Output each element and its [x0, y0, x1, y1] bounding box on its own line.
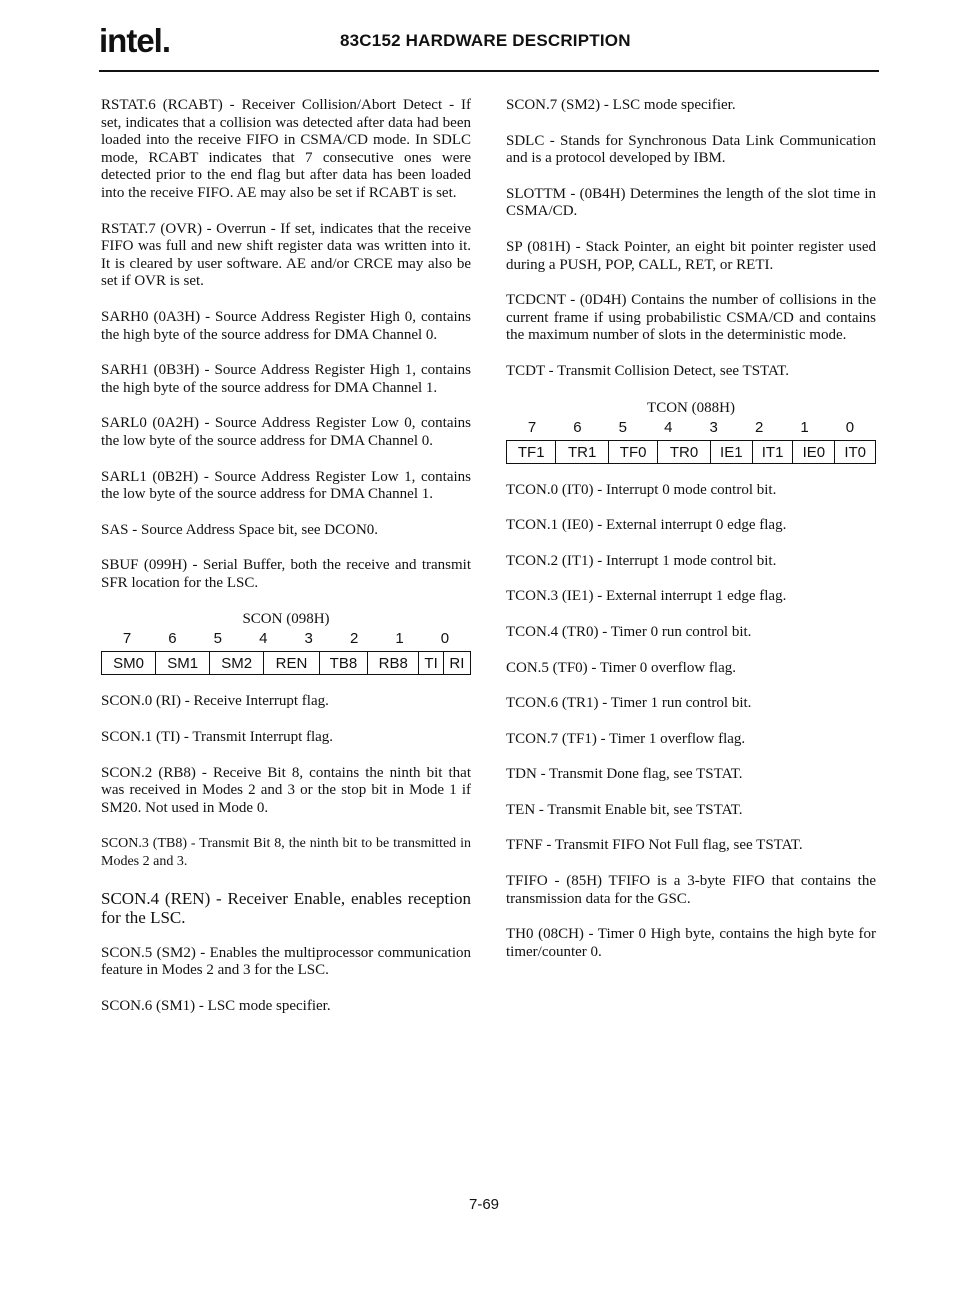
entry-scon4: SCON.4 (REN) - Receiver Enable, enables reception for the LSC. — [101, 888, 471, 927]
bit-number: 0 — [440, 630, 450, 648]
entry-tcon6: TCON.6 (TR1) - Timer 1 run control bit. — [506, 695, 752, 712]
entry-sarl1: SARL1 (0B2H) - Source Address Register Low 1, contains the low byte of the source address for DMA Channel 1. — [101, 468, 471, 503]
bit-field: IE0 — [793, 440, 835, 463]
bit-field: SM0 — [102, 652, 156, 675]
entry-tcon5: CON.5 (TF0) - Timer 0 overflow flag. — [506, 659, 736, 676]
entry-sas: SAS - Source Address Space bit, see DCON0. — [101, 521, 379, 538]
tcon-bit-numbers — [506, 419, 876, 437]
bit-field: IT0 — [835, 440, 876, 463]
bit-number: 2 — [349, 630, 359, 648]
entry-tcon7: TCON.7 (TF1) - Timer 1 overflow flag. — [506, 730, 746, 747]
entry-sarl0: SARL0 (0A2H) - Source Address Register Low 0, contains the low byte of the source address for DMA Channel 0. — [101, 415, 471, 449]
entry-tcdcnt: TCDCNT - (0D4H) Contains the number of collisions in the current frame if using probabilistic CSMA/CD and contains the maximum number of slots in the deterministic mode. — [506, 292, 876, 344]
bit-number: 2 — [754, 418, 764, 436]
entry-sbuf: SBUF (099H) - Serial Buffer, both the receive and transmit SFR location for the LSC. — [101, 557, 471, 591]
bit-field: TR1 — [556, 440, 608, 463]
entry-scon2: SCON.2 (RB8) - Receive Bit 8, contains the ninth bit that was received in Modes 2 and 3 or the stop bit in Mode 1 if SM20. Not used in Mode 0. — [101, 764, 471, 816]
entry-scon5: SCON.5 (SM2) - Enables the multiprocessor communication feature in Modes 2 and 3 for the LSC. — [101, 944, 471, 979]
tcon-bit-fields — [506, 440, 876, 464]
bit-number: 1 — [800, 418, 809, 436]
bit-field: TF0 — [608, 440, 657, 463]
entry-tcon1: TCON.1 (IE0) - External interrupt 0 edge flag. — [506, 517, 787, 534]
bit-field: RB8 — [368, 652, 419, 675]
bit-field: TR0 — [658, 440, 710, 463]
bit-number: 4 — [664, 418, 673, 436]
bit-field: TB8 — [319, 652, 367, 675]
bit-number: 1 — [395, 630, 404, 648]
bit-number: 7 — [527, 418, 537, 436]
entry-rstat7: RSTAT.7 (OVR) - Overrun - If set, indicates that the receive FIFO was full and new shift register data was written into it. It is cleared by user software. AE and/or CRCE may also be set if OVR is set. — [101, 220, 471, 290]
entry-tcdt: TCDT - Transmit Collision Detect, see TSTAT. — [506, 362, 789, 379]
bit-number: 3 — [709, 418, 718, 436]
bit-field: SM1 — [156, 652, 210, 675]
bit-number: 5 — [213, 630, 223, 648]
bit-number: 5 — [618, 418, 628, 436]
page-header-title: 83C152 HARDWARE DESCRIPTION — [340, 31, 631, 50]
scon-register-title: SCON (098H) — [242, 611, 330, 628]
bit-field: TI — [419, 652, 443, 675]
entry-th0: TH0 (08CH) - Timer 0 High byte, contains the high byte for timer/counter 0. — [506, 926, 876, 960]
right-column — [506, 97, 876, 979]
entry-scon0: SCON.0 (RI) - Receive Interrupt flag. — [101, 693, 329, 710]
entry-tcon3: TCON.3 (IE1) - External interrupt 1 edge flag. — [506, 588, 787, 605]
intel-logo: intel. — [99, 22, 171, 59]
bit-field: RI — [443, 652, 470, 675]
entry-ten: TEN - Transmit Enable bit, see TSTAT. — [506, 801, 743, 818]
tcon-register-title: TCON (088H) — [647, 399, 735, 416]
scon-register-diagram — [101, 610, 471, 675]
bit-number: 3 — [304, 630, 313, 648]
entry-sarh1: SARH1 (0B3H) - Source Address Register High 1, contains the high byte of the source address for DMA Channel 1. — [101, 362, 471, 396]
tcon-register-diagram — [506, 399, 876, 464]
entry-sp: SP (081H) - Stack Pointer, an eight bit pointer register used during a PUSH, POP, CALL, RET, or RETI. — [506, 238, 876, 273]
entry-tcon2: TCON.2 (IT1) - Interrupt 1 mode control bit. — [506, 552, 777, 569]
bit-field: IE1 — [710, 440, 752, 463]
entry-tfifo: TFIFO - (85H) TFIFO is a 3-byte FIFO that contains the transmission data for the GSC. — [506, 873, 876, 907]
left-column — [101, 97, 471, 1033]
entry-scon6: SCON.6 (SM1) - LSC mode specifier. — [101, 997, 331, 1014]
entry-tdn: TDN - Transmit Done flag, see TSTAT. — [506, 766, 743, 783]
bit-field: SM2 — [210, 652, 264, 675]
entry-tfnf: TFNF - Transmit FIFO Not Full flag, see TSTAT. — [506, 837, 803, 854]
page-number: 7-69 — [468, 1196, 500, 1213]
entry-sarh0: SARH0 (0A3H) - Source Address Register High 0, contains the high byte of the source address for DMA Channel 0. — [101, 308, 471, 343]
bit-number: 7 — [122, 630, 132, 648]
bit-number: 4 — [259, 630, 268, 648]
header-rule — [99, 70, 879, 72]
bit-number: 6 — [573, 418, 582, 436]
bit-field: REN — [264, 652, 319, 675]
bit-field: TF1 — [507, 440, 556, 463]
entry-sdlc: SDLC - Stands for Synchronous Data Link Communication and is a protocol developed by IBM. — [506, 132, 876, 167]
entry-scon7: SCON.7 (SM2) - LSC mode specifier. — [506, 97, 736, 113]
bit-number: 0 — [845, 418, 855, 436]
entry-rstat6: RSTAT.6 (RCABT) - Receiver Collision/Abort Detect - If set, indicates that a collision was detected after data had been loaded into the receive FIFO in CSMA/CD mode. In SDLC mode, RCABT indicates that 7 consecutive ones were detected prior to the end flag but after data has been loaded into the receive FIFO. AE may also be set if RCABT is set. — [101, 97, 471, 201]
entry-scon3: SCON.3 (TB8) - Transmit Bit 8, the ninth bit to be transmitted in Modes 2 and 3. — [101, 836, 471, 870]
entry-tcon4: TCON.4 (TR0) - Timer 0 run control bit. — [506, 623, 752, 640]
bit-number: 6 — [168, 630, 177, 648]
bit-field: IT1 — [752, 440, 793, 463]
scon-bit-fields — [101, 651, 471, 675]
entry-tcon0: TCON.0 (IT0) - Interrupt 0 mode control bit. — [506, 481, 777, 498]
entry-slottm: SLOTTM - (0B4H) Determines the length of the slot time in CSMA/CD. — [506, 185, 876, 220]
entry-scon1: SCON.1 (TI) - Transmit Interrupt flag. — [101, 729, 334, 746]
scon-bit-numbers — [101, 630, 471, 648]
